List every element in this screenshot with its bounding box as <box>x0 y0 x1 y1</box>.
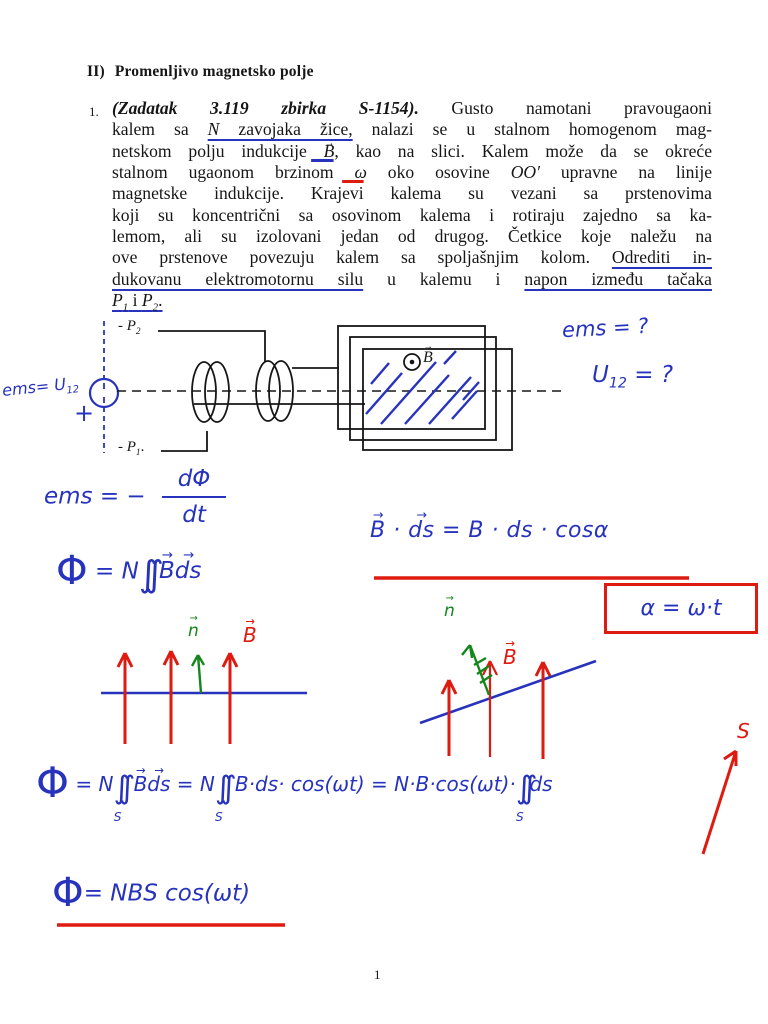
problem-number: 1. <box>89 104 99 119</box>
wire-p2-to-ring <box>158 331 265 362</box>
alpha-equation: α = ω·t <box>640 596 722 621</box>
problem-text-line: (Zadatak 3.119 zbirka S-1154). Gusto namotani pravougaoni <box>112 98 712 118</box>
b-field-arrows <box>118 651 237 744</box>
problem-text-line: kalem sa N zavojaka žice, nalazi se u stalnom homogenom mag- <box>112 119 712 140</box>
ems-question: ems = ? <box>561 313 649 343</box>
problem-text-line: ove prstenove povezuju kalem sa spoljašnjim kolom. Odrediti in- <box>112 247 713 268</box>
surface-label: S <box>737 719 750 743</box>
problem-text-line: $P_1$ i $P_2$. <box>112 290 163 314</box>
flat-surface-field-sketch <box>101 651 307 744</box>
slip-ring <box>205 362 229 422</box>
b-vector-label: B → <box>503 645 517 669</box>
section-title: Promenljivo magnetsko polje <box>114 63 314 80</box>
normal-vector-label: n → <box>188 621 199 641</box>
plus-sign: + <box>74 399 95 427</box>
final-flux-result: Φ= NBS cos(ωt) <box>52 870 251 916</box>
problem-text-line: dukovanu elektromotornu silu u kalemu i napon između tačaka <box>112 268 712 289</box>
terminal-label-p2: - $P_2$ <box>118 318 141 337</box>
surface-arrow <box>703 751 736 854</box>
problem-text <box>112 98 713 314</box>
b-out-of-page-icon <box>404 354 420 370</box>
page-number: 1 <box>374 967 381 982</box>
denominator: dt <box>182 502 206 528</box>
normal-vector-arrow <box>192 655 204 693</box>
section-number: II) <box>87 63 105 80</box>
b-field-label: B → <box>423 349 433 367</box>
numerator: dΦ <box>162 466 227 498</box>
b-vector-label: B → <box>243 623 257 647</box>
source-branch <box>90 321 118 453</box>
problem-text-line: koji su koncentrični sa osovinom kalema i rotiraju zajedno sa ka- <box>112 204 712 225</box>
flux-expansion-equation: $\Phi = N\int\int_S$ B →ds → = $N\int\int_S$ $B\cdot ds\cdot \cos(\omega t) = N\cdot B\cdot\cos(\omega t)\cdot\int\int_Sds$ <box>36 758 553 817</box>
problem-text-line: lemom, ali su izolovani jedan od drugog. Četkice koje naležu na <box>112 226 712 247</box>
coil-turn <box>338 326 485 429</box>
coil-turn <box>363 349 512 450</box>
wire-p1-to-ring <box>161 431 207 451</box>
slip-ring <box>192 362 216 422</box>
terminal-label-p1: - $P_1$. <box>118 439 145 458</box>
problem-text-line: magnetske indukcije. $Kraj\overline{evi}$ kalema su vezani sa prstenovima <box>112 183 712 204</box>
flux-definition-equation: Φ = N∫∫ B →ds → <box>56 548 201 595</box>
ems-derivative-equation <box>44 466 226 528</box>
source-ems-label: $ems= U_{12}$ <box>1 374 80 400</box>
surface-line <box>420 661 596 723</box>
fraction <box>162 466 227 528</box>
problem-text-line: netskom polju indukcije B →, kao na slici. Kalem može da se okreće <box>112 141 712 162</box>
normal-vector-label: n → <box>444 601 455 621</box>
section-header <box>87 63 314 81</box>
circuit-diagram <box>90 321 563 453</box>
ems-lhs: ems = − <box>44 483 146 510</box>
problem-text-line: stalnom ugaonom $brzin\overline{om}$ ω oko osovine OO′ upravne na linije <box>112 162 713 183</box>
normal-vector-arrow <box>462 645 492 695</box>
u12-question: $U_{12}$ = ? <box>592 362 674 392</box>
dot-product-equation: B → · ds → = B · ds · cosα <box>370 518 609 543</box>
alpha-omega-t-box <box>604 583 758 634</box>
